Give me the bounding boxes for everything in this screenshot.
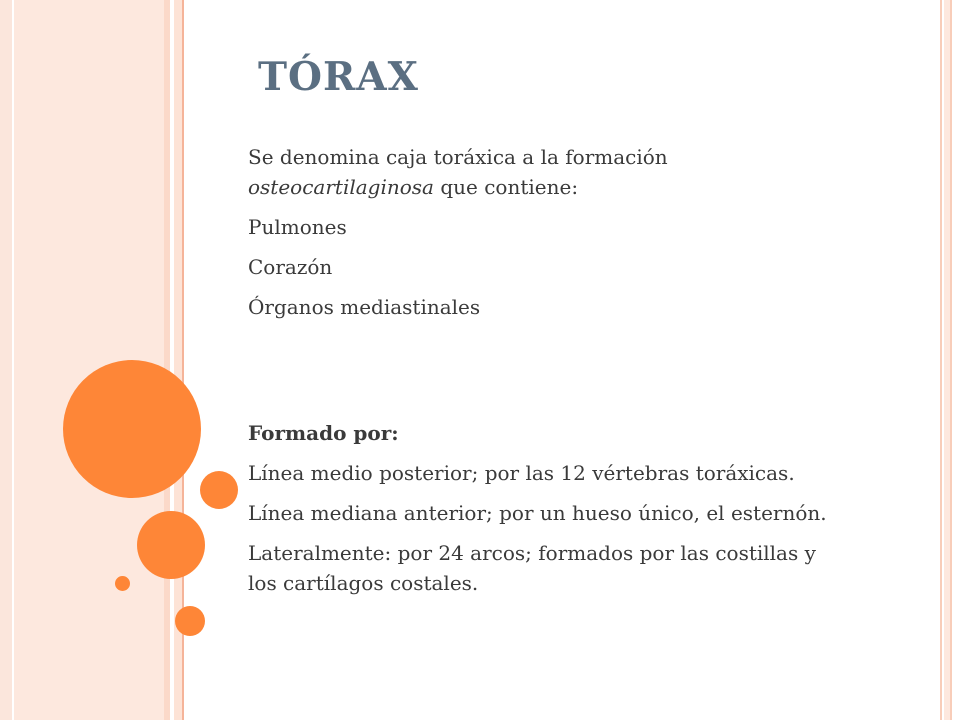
decor-right-line [950,0,952,720]
intro-text-italic: osteocartilaginosa [248,175,434,199]
list-item: Pulmones [248,215,347,239]
formed-item: Lateralmente: por 24 arcos; formados por las costillas y los cartílagos costales. [248,541,816,595]
decor-circle-large [63,360,201,498]
list-item: Órganos mediastinales [248,295,481,319]
slide-body [248,142,848,608]
slide-title: TÓRAX [258,54,419,100]
list-item: Corazón [248,255,333,279]
formed-item: Línea medio posterior; por las 12 vértebras toráxicas. [248,461,795,485]
formed-item: Línea mediana anterior; por un hueso único, el esternón. [248,501,827,525]
decor-band [0,0,12,720]
decor-right-line [940,0,942,720]
decor-circle-small [115,576,130,591]
decor-circle [200,471,238,509]
decor-circle [137,511,205,579]
intro-text-2: que contiene: [433,175,579,199]
decor-circle [175,606,205,636]
intro-paragraph [248,142,848,202]
intro-text-1: Se denomina caja toráxica a la formación [248,145,668,169]
formed-heading: Formado por: [248,421,399,445]
